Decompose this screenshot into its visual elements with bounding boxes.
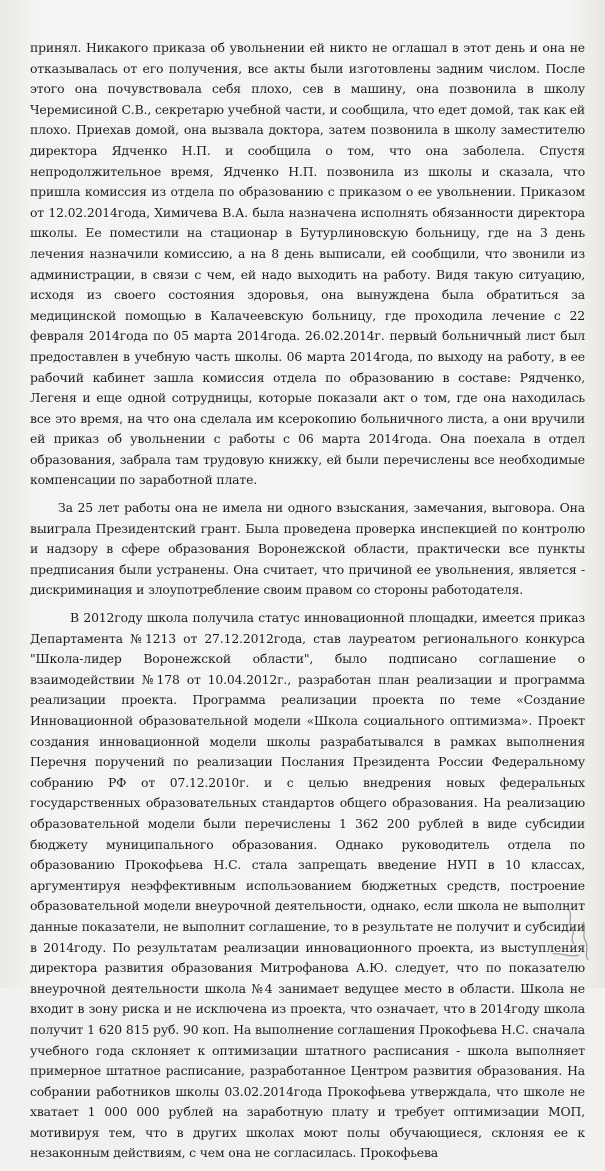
document-body: [30, 38, 585, 1171]
paragraph-dismissal-account: принял. Никакого приказа об увольнении ей никто не оглашал в этот день и она не отказывалась от его получения, все акты были изготовлены задним числом. После этого она почувствовала себя плохо, сев в машину, она позвонила в школу Черемисиной С.В., секретарю учебной части, и сообщила, что едет домой, так как ей плохо. Приехав домой, она вызвала доктора, затем позвонила в школу заместителю директора Ядченко Н.П. и сообщила о том, что она заболела. Спустя непродолжительное время, Ядченко Н.П. позвонила из школы и сказала, что пришла комиссия из отдела по образованию с приказом о ее увольнении. Приказом от 12.02.2014года, Химичева В.А. была назначена исполнять обязанности директора школы. Ее поместили на стационар в Бутурлиновскую больницу, где на 3 день лечения назначили комиссию, а на 8 день выписали, ей сообщили, что звонили из администрации, в связи с чем, ей надо выходить на работу. Видя такую ситуацию, исходя из своего состояния здоровья, она вынуждена была обратиться за медицинской помощью в Калачеевскую больницу, где проходила лечение с 22 февраля 2014года по 05 марта 2014года. 26.02.2014г. первый больничный лист был предоставлен в учебную часть школы. 06 марта 2014года, по выходу на работу, в ее рабочий кабинет зашла комиссия отдела по образованию в составе: Рядченко, Легеня и еще одной сотрудницы, которые показали акт о том, где она находилась все это время, на что она сделала им ксерокопию больничного листа, а они вручили ей приказ об увольнении с работы с 06 марта 2014года. Она поехала в отдел образования, забрала там трудовую книжку, ей были перечислены все необходимые компенсации по заработной плате.: [30, 40, 585, 488]
paragraph-innovation-project: В 2012году школа получила статус инновационной площадки, имеется приказ Департамента №1213 от 27.12.2012года, став лауреатом регионального конкурса "Школа-лидер Воронежской области", было подписано соглашение о взаимодействии №178 от 10.04.2012г., разработан план реализации и программа реализации проекта. Программа реализации проекта по теме «Создание Инновационной образовательной модели «Школа социального оптимизма». Проект создания инновационной модели школы разрабатывался в рамках выполнения Перечня поручений по реализации Послания Президента России Федеральному собранию РФ от 07.12.2010г. и с целью внедрения новых федеральных государственных образовательных стандартов общего образования. На реализацию образовательной модели были перечислены 1 362 200 рублей в виде субсидии бюджету муниципального образования. Однако руководитель отдела по образованию Прокофьева Н.С. стала запрещать введение НУП в 10 классах, аргументируя неэффективным использованием бюджетных средств, построение образовательной модели внеурочной деятельности, однако, если школа не выполнит данные показатели, не выполнит соглашение, то в результате не получит и субсидии в 2014году. По результатам реализации инновационного проекта, из выступления директора развития образования Митрофанова А.Ю. следует, что по показателю внеурочной деятельности школа №4 занимает ведущее место в области. Школа не входит в зону риска и не исключена из проекта, что означает, что в 2014году школа получит 1 620 815 руб. 90 коп. На выполнение соглашения Прокофьева Н.С. сначала учебного года склоняет к оптимизации штатного расписания - школа выполняет примерное штатное расписание, разработанное Центром развития образования. На собрании работников школы 03.02.2014года Прокофьева утверждала, что школе не хватает 1 000 000 рублей на заработную плату и требует оптимизации МОП, мотивируя тем, что в других школах моют полы обучающиеся, склоняя ее к незаконным действиям, с чем она не согласилась. Прокофьева: [30, 610, 585, 1161]
handwritten-mark-icon: [539, 902, 599, 972]
paragraph-work-record: За 25 лет работы она не имела ни одного взыскания, замечания, выговора. Она выиграла Президентский грант. Была проведена проверка инспекцией по контролю и надзору в сфере образования Воронежской области, практически все пункты предписания были устранены. Она считает, что причиной ее увольнения, является - дискриминация и злоупотребление своим правом со стороны работодателя.: [30, 500, 585, 598]
